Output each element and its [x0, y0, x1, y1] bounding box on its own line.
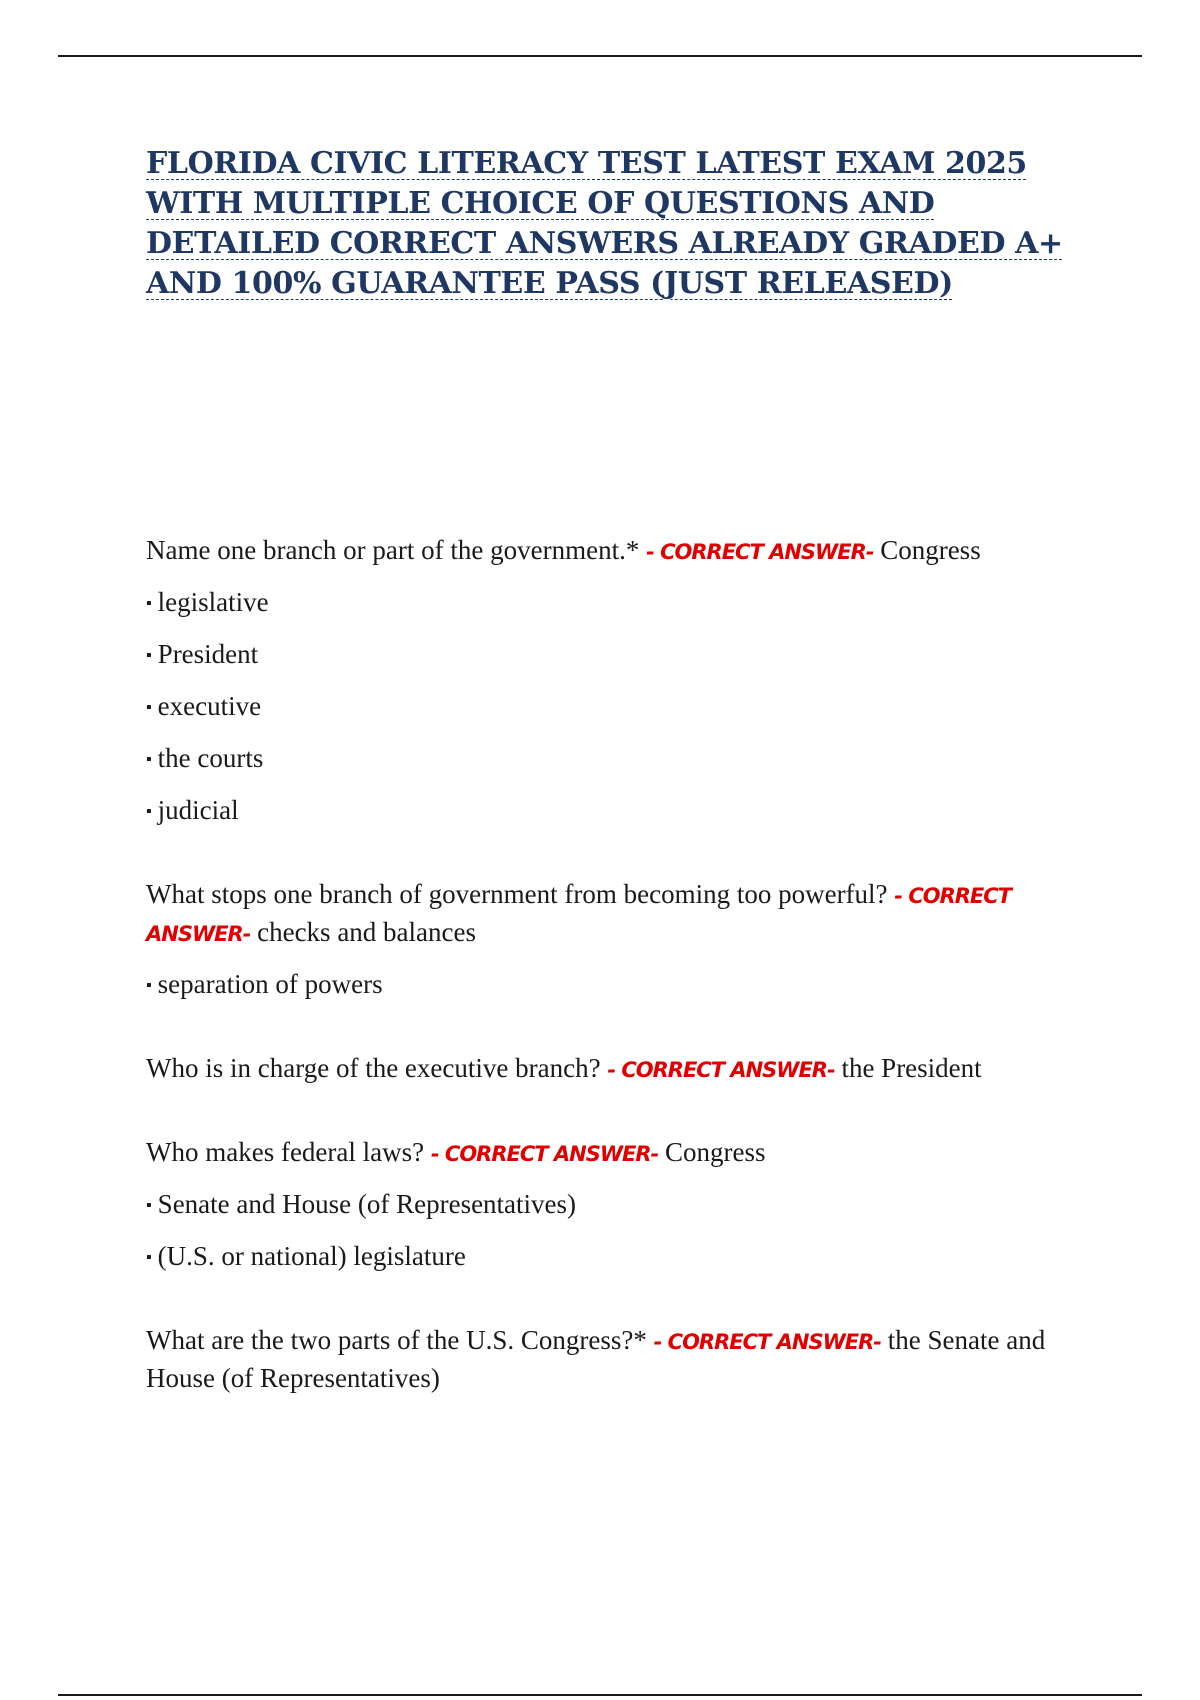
bottom-rule — [58, 1694, 1142, 1696]
answer-text: Congress — [880, 535, 981, 565]
bullet-icon: ▪ — [146, 1197, 152, 1214]
question-line — [146, 876, 1106, 952]
answer-bullet: ▪ (U.S. or national) legislature — [146, 1241, 466, 1271]
bullet-icon: ▪ — [146, 647, 152, 664]
answer-bullet: ▪ executive — [146, 691, 262, 721]
bullet-icon: ▪ — [146, 803, 152, 820]
bullet-icon: ▪ — [146, 595, 152, 612]
question-line — [146, 1050, 1106, 1088]
question-text: Who is in charge of the executive branch? — [146, 1053, 601, 1083]
question-text: What stops one branch of government from becoming too powerful? — [146, 879, 888, 909]
qa-list — [146, 532, 1106, 1396]
bullet-icon: ▪ — [146, 699, 152, 716]
question-line — [146, 1322, 1106, 1396]
qa-item — [146, 532, 1106, 830]
question-line — [146, 1134, 1106, 1172]
top-rule — [58, 55, 1142, 57]
bullet-icon: ▪ — [146, 751, 152, 768]
answer-text: Congress — [665, 1137, 766, 1167]
qa-item — [146, 1050, 1106, 1088]
answer-text: the President — [841, 1053, 982, 1083]
document-title: FLORIDA CIVIC LITERACY TEST LATEST EXAM 2025 WITH MULTIPLE CHOICE OF QUESTIONS AND DETAILED CORRECT ANSWERS ALREADY GRADED A+ AND 100% GUARANTEE PASS (JUST RELEASED) — [146, 146, 1063, 301]
document-body — [146, 144, 1106, 1442]
question-text: Name one branch or part of the government.* — [146, 535, 640, 565]
answer-bullet: ▪ President — [146, 639, 259, 669]
answer-bullet: ▪ legislative — [146, 587, 269, 617]
correct-answer-marker: - CORRECT ANSWER- — [607, 1058, 835, 1082]
correct-answer-marker: - CORRECT ANSWER- — [646, 540, 874, 564]
answer-bullet: ▪ Senate and House (of Representatives) — [146, 1189, 577, 1219]
question-text: What are the two parts of the U.S. Congress?* — [146, 1325, 647, 1355]
qa-item — [146, 876, 1106, 1004]
bullet-icon: ▪ — [146, 1249, 152, 1266]
qa-item — [146, 1134, 1106, 1276]
bullet-icon: ▪ — [146, 977, 152, 994]
question-text: Who makes federal laws? — [146, 1137, 425, 1167]
correct-answer-marker: - CORRECT ANSWER- — [146, 884, 1012, 946]
correct-answer-marker: - CORRECT ANSWER- — [653, 1330, 881, 1354]
correct-answer-marker: - CORRECT ANSWER- — [430, 1142, 659, 1166]
qa-item — [146, 1322, 1106, 1396]
answer-text: the Senate and House (of Representatives) — [146, 1325, 1046, 1393]
answer-bullet: ▪ judicial — [146, 795, 239, 825]
question-line — [146, 532, 1106, 570]
answer-bullet: ▪ separation of powers — [146, 969, 383, 999]
answer-bullet: ▪ the courts — [146, 743, 264, 773]
answer-text: checks and balances — [257, 917, 476, 947]
